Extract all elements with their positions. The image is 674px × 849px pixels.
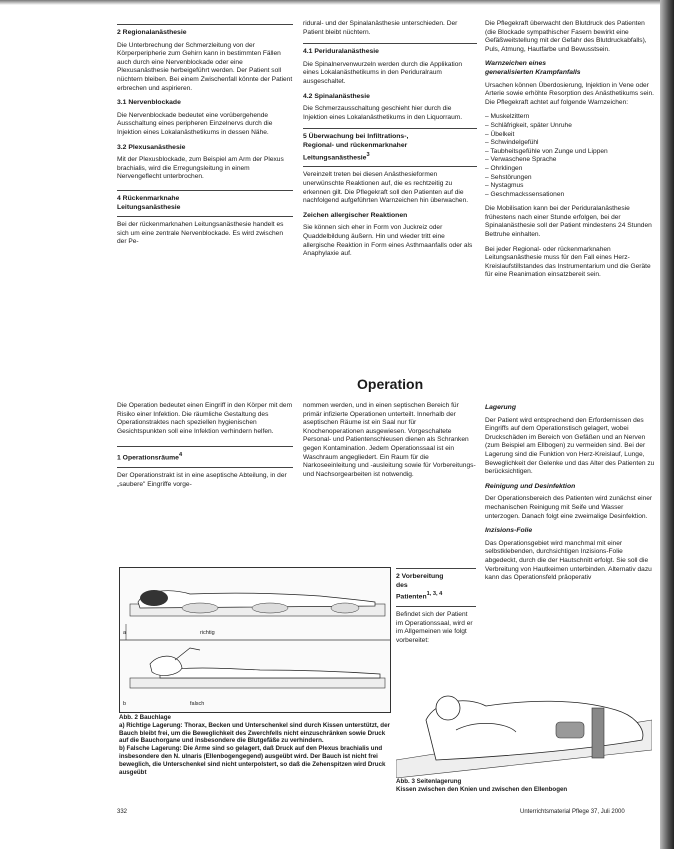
column-3 [485,20,655,286]
list-item: – Muskelzittern [485,113,530,121]
paragraph: Die Schmerzausschaltung geschieht hier durch die Injektion eines Lokalanästhetikums in den Liquorraum. [303,105,463,121]
paragraph: Bei der rückenmarknahen Leitungsanästhesie handelt es sich um eine zentrale Nervenblockade. Es wird zwischen der Pe- [117,221,284,246]
paragraph: Der Operationsbereich des Patienten wird zunächst einer mechanischen Reinigung mit Seife und Wasser unterzogen. Danach folgt eine zweimalige Desinfektion. [485,495,653,520]
rule [117,446,293,447]
figure-bauchlage [119,567,391,713]
figure-panel-a-label: a [123,630,127,636]
lower-column-2 [303,402,477,485]
list-item: – Geschmackssensationen [485,190,565,198]
paragraph: Der Patient wird entsprechend den Erfordernissen des Eingriffs auf dem Operationstisch gelagert, wobei Druckschäden im Bereich von Gefäßen und an Nerven (zum Beispiel am Ellbogen) zu vermeiden sind. Bei der Lagerung sind die Funktion von Herz-Kreislauf, Lunge, Beweglichkeit der Gelenke und das Alter des Patienten zu berücksichtigen. [485,416,655,476]
heading-lagerung: Lagerung [485,404,516,411]
lower-column-3 [485,404,655,589]
prone-position-illustration [120,568,390,712]
rule [117,190,293,191]
figure-seitenlagerung [396,660,652,778]
journal-footer: Unterrichtsmaterial Pflege 37, Juli 2000 [520,809,625,815]
paragraph: nommen werden, und in einen septischen Bereich für primär infizierte Operationen unterteilt. Innerhalb der aseptischen Räume ist ein Saal nur für Knochenoperationen ausgewiesen. Vorgeschaltete Personal- und Patientenschleusen dienen als Schranken gegen Kontamination. Jedem Operationssaal ist ein Waschraum angegliedert. Ein Raum für die Narkoseeinleitung und -ausleitung sowie für Vorbereitungs- und Nachsorgearbeiten ist notwendig. [303,402,476,478]
heading-reinigung: Reinigung und Desinfektion [485,482,576,490]
paragraph: Die Spinalnervenwurzeln werden durch die Applikation eines Lokalanästhetikums in den Periduralraum ausgeschaltet. [303,60,463,85]
paragraph: Ursachen können Überdosierung, Injektion in Vene oder Arterie sowie erhöhte Resorption des Anästhetikums sein. Die Pflegekraft achtet auf folgende Warnzeichen: [485,81,654,106]
figure-panel-b-text: falsch [190,701,205,707]
heading-regionalanaesthesie: 2 Regionalanästhesie [117,29,187,36]
list-item: – Schläfrigkeit, später Unruhe [485,121,572,129]
paragraph: ridural- und der Spinalanästhesie unterschieden. Der Patient bleibt nüchtern. [303,20,458,36]
heading-operationsraeume: 1 Operationsräume$^4$ [117,452,183,462]
paragraph: Bei jeder Regional- oder rückenmarknahen Leitungsanästhesie muss für den Fall eines Herz-Kreislaufstillstandes das Instrumentarium und die Geräte für eine Reanimation einsatzbereit sein. [485,245,651,279]
page-edge-shadow [660,0,674,849]
paragraph: Vereinzelt treten bei diesen Anästhesieformen unerwünschte Reaktionen auf, die es rechtzeitig zu erkennen gilt. Die Pflegekraft soll den Patienten auf die nachfolgend aufgeführten Warnzeichen hin überwachen. [303,171,469,205]
paragraph: Die Pflegekraft überwacht den Blutdruck des Patienten (die Blockade sympathischer Fasern bewirkt eine Gefäßweitstellung mit der Gefahr des Blutdruckabfalls), Puls, Atmung, Hautfarbe und Bewusstsein. [485,20,647,53]
heading-periduralanaesthesie: 4.1 Periduralanästhesie [303,48,379,56]
heading-ueberwachung: 5 Überwachung bei Infiltrations-, Regional- und rückenmarknaher Leitungsanästhesie$^3$ [303,133,409,161]
list-item: – Verwaschene Sprache [485,156,557,164]
figure-2-caption: Abb. 2 Bauchlage a) Richtige Lagerung: Thorax, Becken und Unterschenkel sind durch Kissen unterstützt, der Bauch bleibt frei, um die Beweglichkeit des Zwerchfells nicht einzuschränken sowie Druck auf die Bauchorgane und insbesondere die Blutgefäße zu verhindern. b) Falsche Lagerung: Die Arme sind so gelagert, daß Druck auf den Plexus brachialis und insbesondere den N. ulnaris (Ellenbogengegend) ausgeübt wird. Der Bauch ist nicht frei beweglich, die Unterschenkel sind nicht unterpolstert, so daß die Zehenspitzen wird Druck ausgeübt [119,714,390,776]
heading-inzisions-folie: Inzisions-Folie [485,527,533,535]
heading-spinalanaesthesie: 4.2 Spinalanästhesie [303,92,370,100]
column-2 [303,20,477,265]
paragraph: Das Operationsgebiet wird manchmal mit einer selbstklebenden, durchsichtigen Inzisions-Folie abgedeckt, durch die der Hautschnitt erfolgt. Sie soll die Verbreitung von Hautkeimen unterbinden. Alternativ dazu kann das Operationsfeld präoperativ [485,539,652,582]
paragraph: Die Unterbrechung der Schmerzleitung von der Körperperipherie zum Gehirn kann in bestimmten Fällen auch durch eine Nervenblockade oder eine Plexusanästhesie herbeigeführt werden. Der Patient soll nüchtern bleiben. Bei einem Zwischenfall könnte der Patient erbrechen und aspirieren. [117,41,293,92]
rule [396,606,476,607]
figure-panel-a-text: richtig [200,630,215,636]
paragraph: Die Mobilisation kann bei der Periduralanästhesie frühestens nach einer Stunde erfolgen, bei der Spinalanästhesie soll der Patient mindestens 24 Stunden Bettruhe einhalten. [485,205,652,239]
figure-panel-b-label: b [123,701,127,707]
side-position-illustration [396,660,652,778]
list-item: – Taubheitsgefühle von Zunge und Lippen [485,147,608,155]
heading-warnzeichen: Warnzeichen eines generalisierten Krampfanfalls [485,60,581,76]
rule [117,24,293,25]
figure-3-caption: Abb. 3 Seitenlagerung Kissen zwischen den Knien und zwischen den Ellenbogen [396,778,568,793]
paragraph: Sie können sich eher in Form von Juckreiz oder Quaddelbildung äußern. Hin und wieder tritt eine allergische Reaktion in Form eines Asthmaanfalls oder als Anaphylaxie auf. [303,224,473,258]
heading-plexusanaesthesie: 3.2 Plexusanästhesie [117,143,186,151]
list-item: – Ohrklingen [485,164,523,172]
paragraph: Die Operation bedeutet einen Eingriff in den Körper mit dem Risiko einer Infektion. Die räumliche Gestaltung des Operationstraktes nach speziellen hygienischen Gesichtspunkten soll eine Infektion verhindern helfen. [117,402,293,435]
heading-rueckenmarknahe: 4 Rückenmarknahe Leitungsanästhesie [117,194,181,211]
page-top-shadow [0,0,674,5]
column-1 [117,24,293,253]
list-item: – Übelkeit [485,130,515,138]
paragraph: Befindet sich der Patient im Operationssaal, wird er im Allgemeinen wie folgt vorbereitet: [396,611,473,644]
heading-vorbereitung: 2 Vorbereitung des Patienten$^{1, 3, 4}$ [396,573,444,601]
heading-nervenblockade: 3.1 Nervenblockade [117,99,181,107]
paragraph: Der Operationstrakt ist in eine aseptische Abteilung, in der „saubere" Eingriffe vorge- [117,472,287,488]
paragraph: Mit der Plexusblockade, zum Beispiel am Arm der Plexus brachialis, wird die Erregungsleitung in einem Nervengeflecht unterbrochen. [117,156,284,181]
heading-allergische-reaktionen: Zeichen allergischer Reaktionen [303,211,408,219]
list-item: – Sehstörungen [485,173,532,181]
rule [117,216,293,217]
list-item: – Schwindelgefühl [485,139,539,147]
rule [396,568,476,569]
page-number: 332 [117,809,128,815]
list-item: – Nystagmus [485,182,524,190]
rule [303,128,477,129]
vorbereitung-box [396,568,476,651]
lower-column-1 [117,402,293,495]
paragraph: Die Nervenblockade bedeutet eine vorübergehende Ausschaltung eines peripheren Einzelnervs durch die Injektion eines Lokalanästhetikums in dessen Nähe. [117,111,273,136]
rule [303,166,477,167]
section-title-operation: Operation [357,376,424,392]
warning-list [485,113,655,199]
rule [117,467,293,468]
rule [303,43,477,44]
